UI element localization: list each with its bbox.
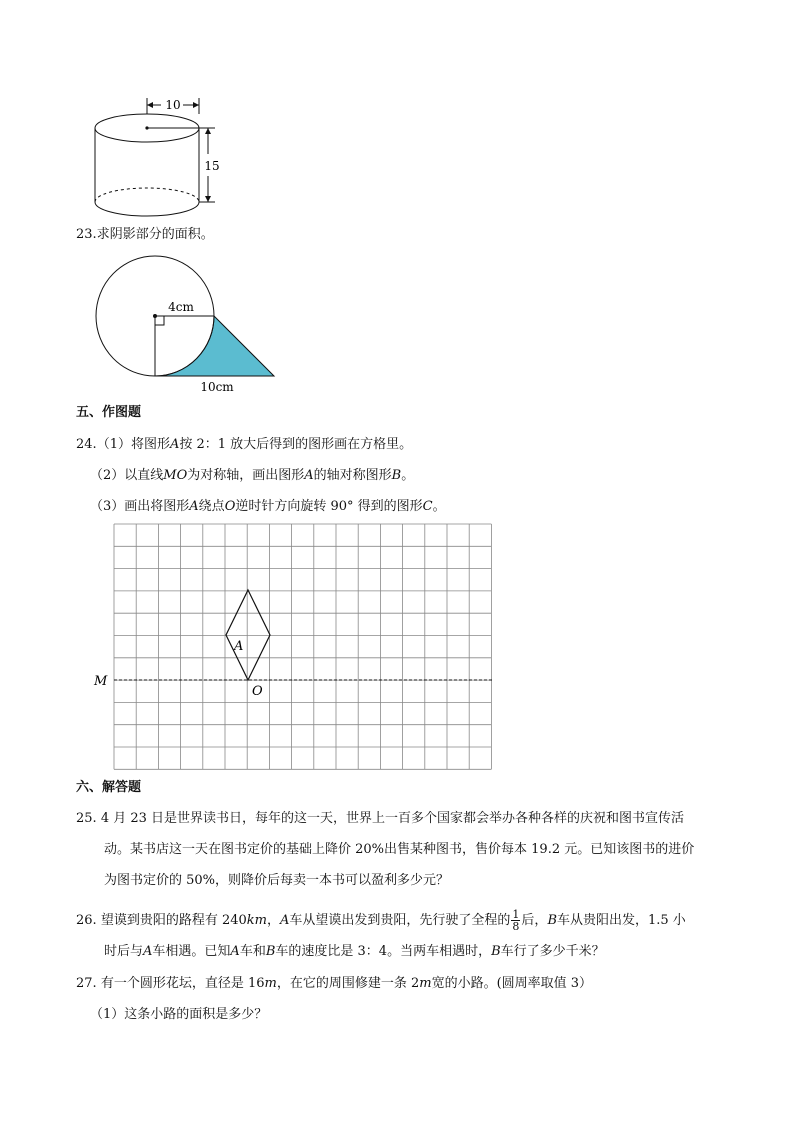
fraction-one-eighth: $\frac{1}{8}$ bbox=[512, 908, 520, 933]
q24-part3: （3）画出将图形A绕点O逆时针方向旋转 90° 得到的图形C。 bbox=[90, 499, 446, 514]
q25-line2: 动。某书店这一天在图书定价的基础上降价 20%出售某种图书，售价每本 19.2 元。已知该图书的进价 bbox=[104, 842, 695, 857]
label-o: O bbox=[252, 684, 263, 699]
q23-number: 23. bbox=[76, 227, 97, 242]
label-m: M bbox=[94, 674, 108, 689]
drawing-grid[interactable] bbox=[90, 520, 500, 775]
height-label: 15 bbox=[204, 159, 220, 173]
q23-question bbox=[76, 226, 214, 244]
section-6-title: 六、解答题 bbox=[76, 780, 142, 795]
diameter-label: 10 bbox=[165, 98, 181, 112]
q24-part2: （2）以直线MO为对称轴，画出图形A的轴对称图形B。 bbox=[90, 468, 415, 483]
q26-line2: 时后与A车相遇。已知A车和B车的速度比是 3：4。当两车相遇时，B车行了多少千米？ bbox=[104, 944, 605, 959]
section-5-title: 五、作图题 bbox=[76, 405, 142, 420]
cylinder-figure bbox=[85, 92, 225, 217]
radius-label: 4cm bbox=[168, 300, 194, 314]
q25-line1: 25. 4 月 23 日是世界读书日，每年的这一天，世界上一百多个国家都会举办各种各样的庆祝和图书宣传活 bbox=[76, 811, 685, 826]
label-a: A bbox=[234, 639, 244, 654]
q24-part1: 24.（1）将图形A按 2：1 放大后得到的图形画在方格里。 bbox=[76, 437, 413, 452]
shaded-area-figure bbox=[90, 255, 285, 395]
q27-line1: 27. 有一个圆形花坛，直径是 16m，在它的周围修建一条 2m宽的小路。(圆周率取值 3） bbox=[76, 976, 593, 991]
q25-line3: 为图书定价的 50%，则降价后每卖一本书可以盈利多少元？ bbox=[104, 873, 450, 888]
q23-text: 求阴影部分的面积。 bbox=[96, 227, 214, 242]
q26-line1: 26. 望谟到贵阳的路程有 240km，A车从望谟出发到贵阳，先行驶了全程的 $\frac{1}{8}$ 后，B车从贵阳出发，1.5 小 bbox=[76, 908, 686, 933]
base-label: 10cm bbox=[200, 380, 234, 394]
figure-a-rhombus bbox=[226, 590, 270, 680]
grid-lines bbox=[114, 524, 491, 769]
q27-sub1: （1）这条小路的面积是多少？ bbox=[90, 1007, 268, 1022]
